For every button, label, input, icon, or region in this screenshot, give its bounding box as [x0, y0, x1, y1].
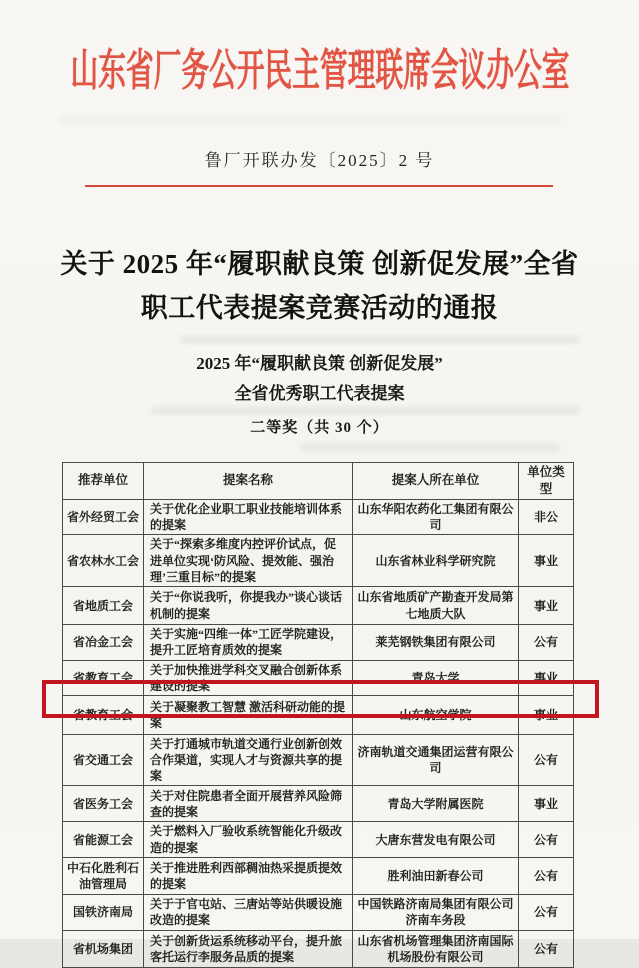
table-row [63, 625, 574, 660]
cell-unit: 山东航空学院 [353, 695, 519, 734]
issuing-org-title: 山东省厂务公开民主管理联席会议办公室 [70, 46, 569, 95]
document-number: 鲁厂开联办发〔2025〕2 号 [204, 151, 435, 170]
cell-proposal: 关于创新货运系统移动平台，提升旅客托运行李服务品质的提案 [144, 930, 353, 967]
scan-bleedthrough-smudge [60, 115, 560, 124]
cell-org: 省能源工会 [63, 822, 144, 857]
table-row [63, 660, 574, 695]
cell-proposal: 关于于官屯站、三唐站等站供暖设施改造的提案 [144, 894, 353, 930]
cell-unit: 青岛大学 [353, 660, 519, 695]
cell-type: 事业 [519, 695, 574, 734]
cell-org: 省外经贸工会 [63, 499, 144, 534]
cell-proposal: 关于凝聚教工智慧 激活科研动能的提案 [144, 695, 353, 734]
table-row [63, 930, 574, 967]
cell-unit: 莱芜钢铁集团有限公司 [353, 625, 519, 660]
cell-proposal: 关于推进胜利西部稠油热采提质提效的提案 [144, 857, 353, 894]
table-row-highlighted [63, 695, 574, 734]
cell-type: 事业 [519, 587, 574, 625]
table-row [63, 587, 574, 625]
cell-type: 事业 [519, 786, 574, 822]
cell-unit: 胜利油田新春公司 [353, 857, 519, 894]
cell-org: 国铁济南局 [63, 894, 144, 930]
table-row [63, 894, 574, 930]
cell-unit: 山东省机场管理集团济南国际机场股份有限公司 [353, 930, 519, 967]
masthead [0, 34, 639, 98]
cell-type: 事业 [519, 660, 574, 695]
cell-org: 中石化胜利石油管理局 [63, 857, 144, 894]
table-row [63, 535, 574, 587]
col-header-recommending-org: 推荐单位 [63, 463, 144, 500]
cell-proposal: 关于对住院患者全面开展营养风险筛查的提案 [144, 786, 353, 822]
scan-bleedthrough-smudge [300, 443, 560, 452]
cell-unit: 山东省林业科学研究院 [353, 535, 519, 587]
cell-unit: 中国铁路济南局集团有限公司济南车务段 [353, 894, 519, 930]
cell-org: 省机场集团 [63, 930, 144, 967]
table-row [63, 786, 574, 822]
cell-proposal: 关于打通城市轨道交通行业创新创效合作渠道，实现人才与资源共享的提案 [144, 734, 353, 786]
cell-unit: 大唐东营发电有限公司 [353, 822, 519, 857]
cell-org: 省交通工会 [63, 734, 144, 786]
cell-type: 公有 [519, 857, 574, 894]
list-subtitle-line2: 全省优秀职工代表提案 [234, 384, 405, 403]
cell-org: 省冶金工会 [63, 625, 144, 660]
cell-type: 事业 [519, 535, 574, 587]
cell-type: 公有 [519, 734, 574, 786]
table-row [63, 734, 574, 786]
cell-type: 公有 [519, 930, 574, 967]
cell-type: 公有 [519, 894, 574, 930]
table-header-row [63, 463, 574, 500]
table-row [63, 857, 574, 894]
cell-org: 省教育工会 [63, 660, 144, 695]
award-table [62, 462, 574, 968]
list-subtitle [0, 349, 639, 409]
cell-org: 省农林水工会 [63, 535, 144, 587]
cell-proposal: 关于“你说我听，你提我办”谈心谈话机制的提案 [144, 587, 353, 625]
cell-proposal: 关于加快推进学科交叉融合创新体系建设的提案 [144, 660, 353, 695]
col-header-unit-type: 单位类型 [519, 463, 574, 500]
cell-type: 非公 [519, 499, 574, 534]
notice-title [0, 242, 639, 330]
cell-org: 省教育工会 [63, 695, 144, 734]
notice-title-line1: 关于 2025 年“履职献良策 创新促发展”全省 [60, 249, 579, 279]
scan-bleedthrough-smudge [180, 335, 580, 344]
table-row [63, 499, 574, 534]
cell-proposal: 关于优化企业职工职业技能培训体系的提案 [144, 499, 353, 534]
cell-org: 省地质工会 [63, 587, 144, 625]
list-subtitle-line1: 2025 年“履职献良策 创新促发展” [196, 354, 443, 373]
award-tier-heading: 二等奖（共 30 个） [250, 420, 389, 436]
cell-unit: 山东省地质矿产勘查开发局第七地质大队 [353, 587, 519, 625]
col-header-proposal-name: 提案名称 [144, 463, 353, 500]
cell-unit: 济南轨道交通集团运营有限公司 [353, 734, 519, 786]
notice-title-line2: 职工代表提案竞赛活动的通报 [140, 293, 499, 323]
cell-proposal: 关于实施“四维一体”工匠学院建设，提升工匠培育质效的提案 [144, 625, 353, 660]
cell-proposal: 关于“探索多维度内控评价试点，促进单位实现‘防风险、提效能、强治理’三重目标”的提案 [144, 535, 353, 587]
table-row [63, 822, 574, 857]
cell-unit: 青岛大学附属医院 [353, 786, 519, 822]
cell-org: 省医务工会 [63, 786, 144, 822]
col-header-proposer-unit: 提案人所在单位 [353, 463, 519, 500]
cell-type: 公有 [519, 822, 574, 857]
cell-type: 公有 [519, 625, 574, 660]
cell-proposal: 关于燃料入厂验收系统智能化升级改造的提案 [144, 822, 353, 857]
red-divider-rule [85, 185, 553, 187]
cell-unit: 山东华阳农药化工集团有限公司 [353, 499, 519, 534]
